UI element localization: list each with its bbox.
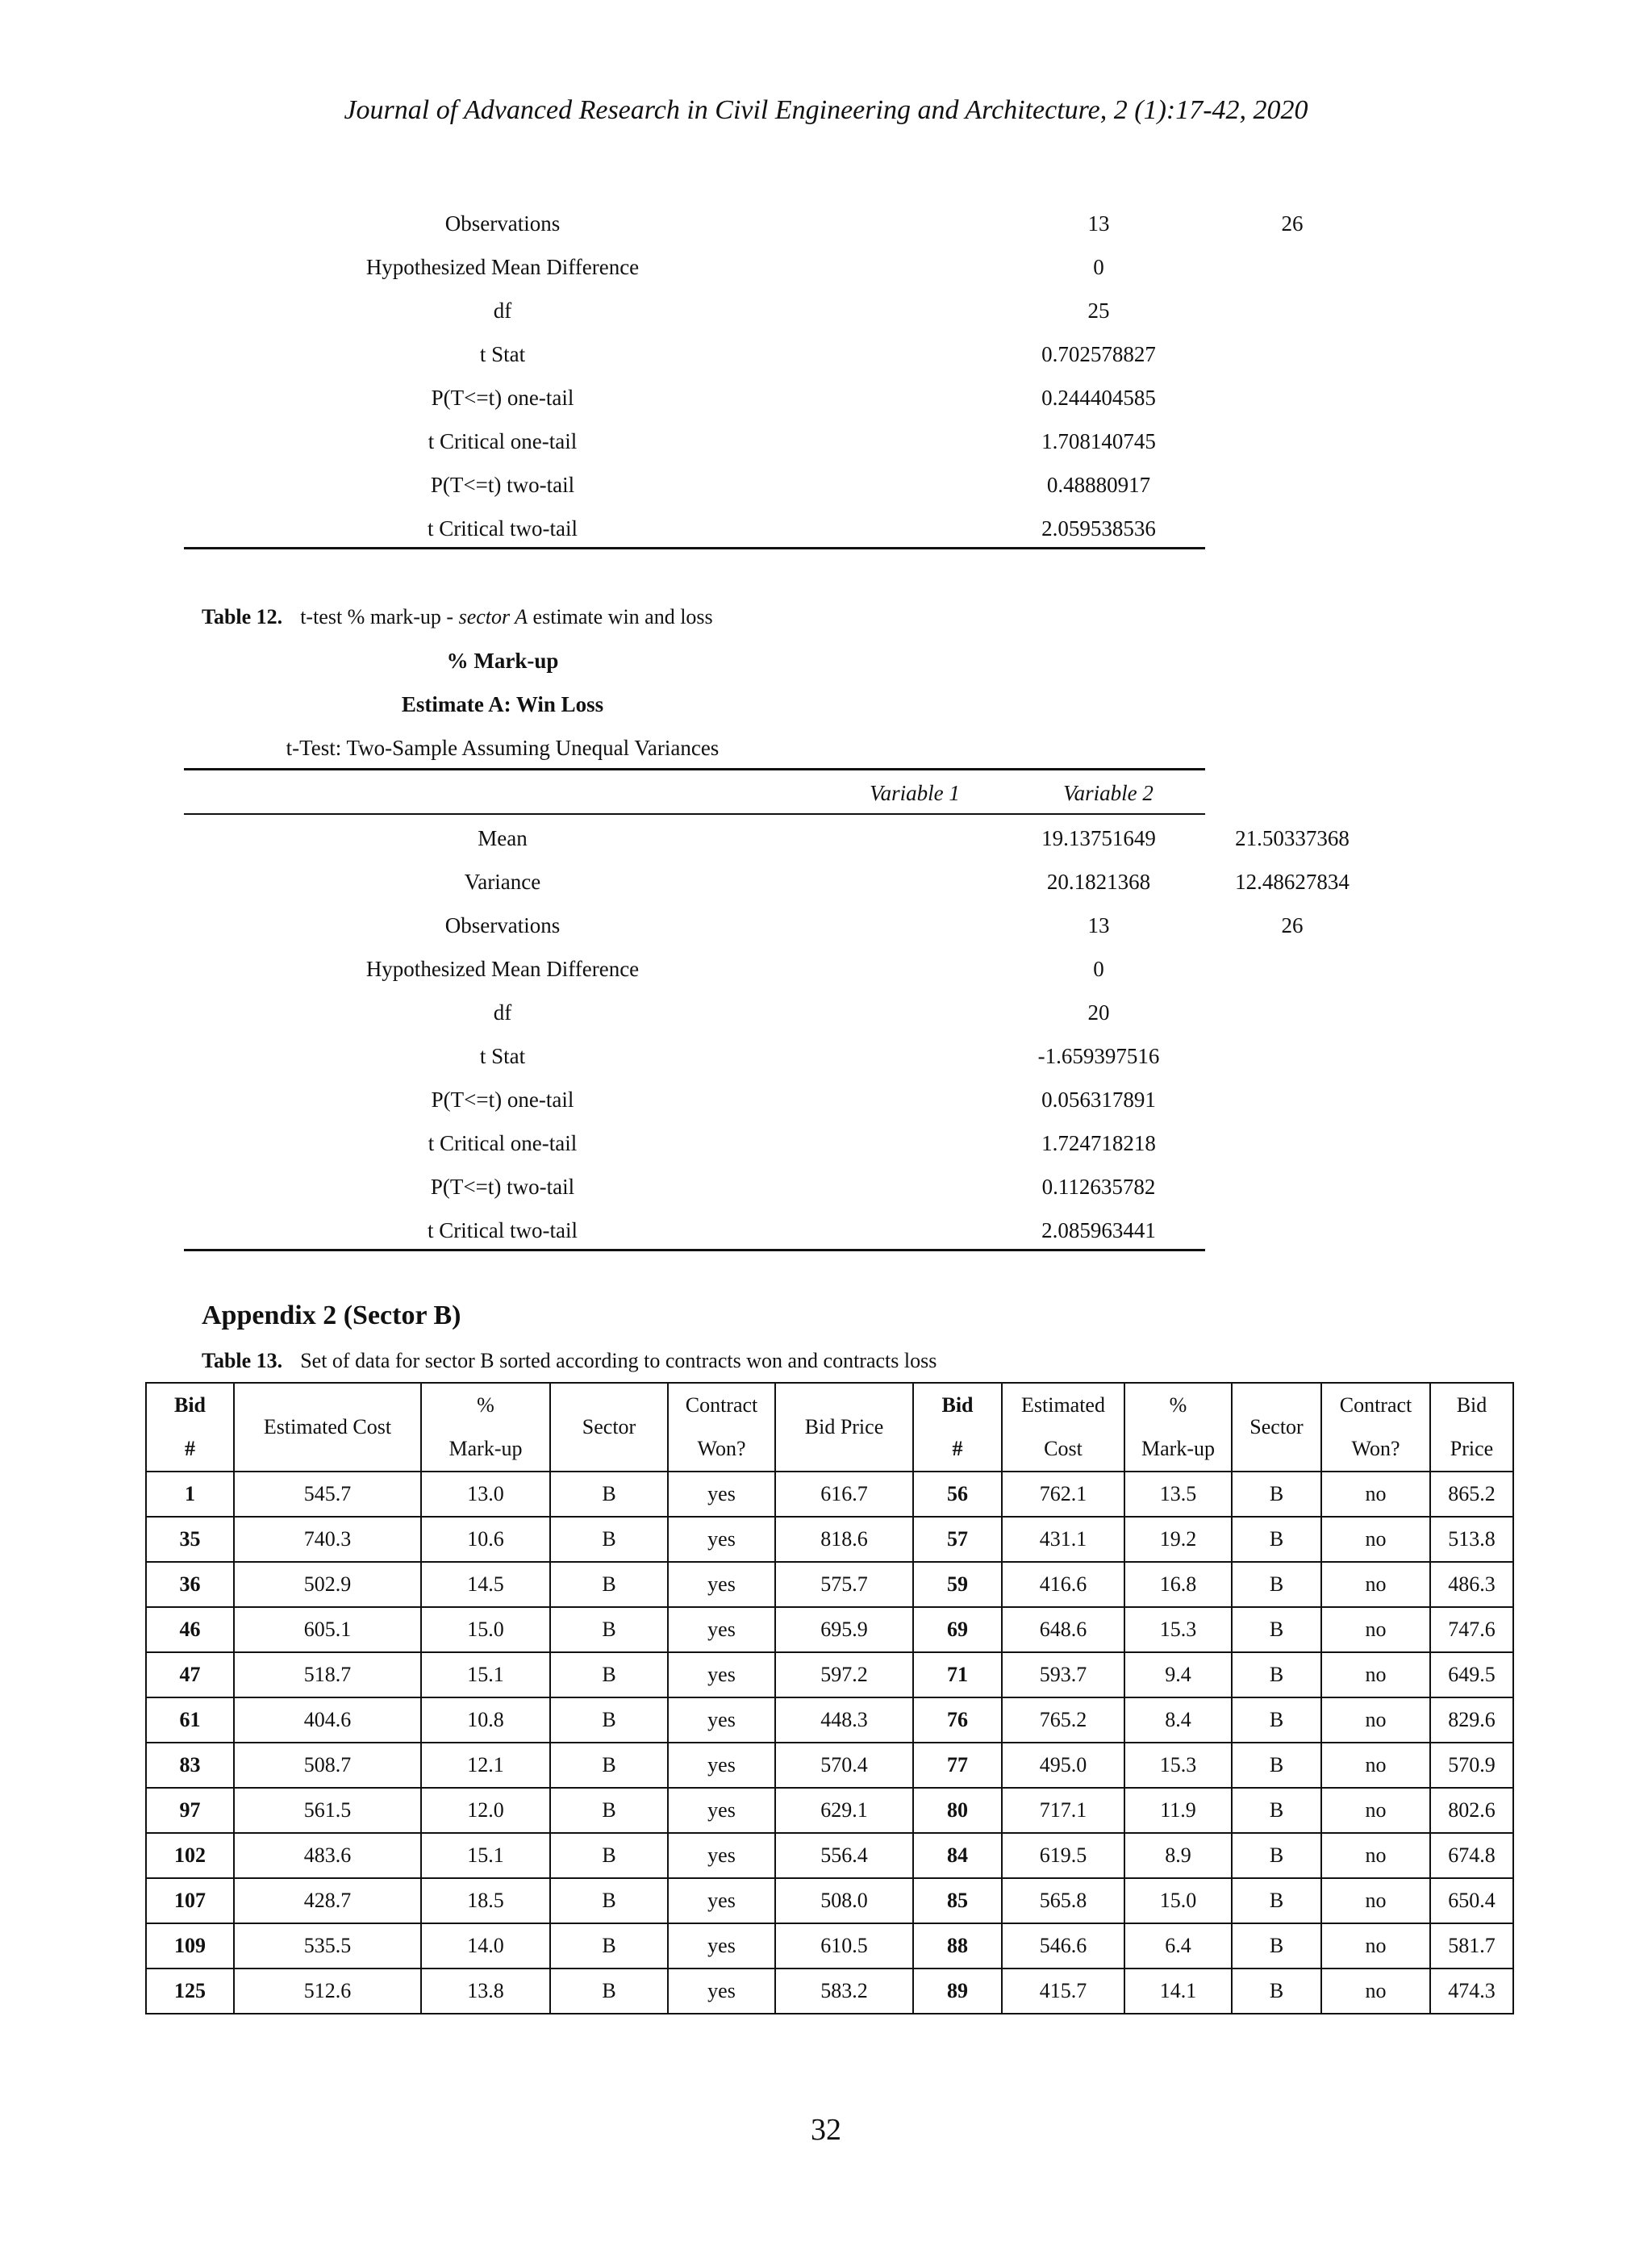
table-13 bbox=[145, 1382, 1514, 2014]
table-cell: yes bbox=[668, 1652, 775, 1697]
stat-row bbox=[184, 374, 1205, 418]
table-cell: no bbox=[1321, 1833, 1430, 1878]
table-cell: 765.2 bbox=[1002, 1697, 1124, 1743]
table-cell: yes bbox=[668, 1743, 775, 1788]
table-cell: B bbox=[550, 1652, 668, 1697]
table-cell: 13.5 bbox=[1124, 1472, 1232, 1517]
stat-row bbox=[184, 1033, 1205, 1076]
table-cell: 89 bbox=[913, 1969, 1002, 2014]
table-cell: yes bbox=[668, 1788, 775, 1833]
stat-value-1: 25 bbox=[1087, 299, 1110, 323]
table-13-caption bbox=[202, 1349, 937, 1373]
stat-label: Hypothesized Mean Difference bbox=[365, 957, 640, 981]
column-header-line-1: Bid bbox=[941, 1393, 974, 1417]
stat-value-1: 0.112635782 bbox=[1041, 1175, 1156, 1199]
stat-label: t Critical two-tail bbox=[428, 516, 578, 541]
table-cell: B bbox=[550, 1969, 668, 2014]
table-cell: 545.7 bbox=[234, 1472, 421, 1517]
table-cell: 84 bbox=[913, 1833, 1002, 1878]
stat-value-1: 13 bbox=[1087, 211, 1110, 236]
table-cell: 610.5 bbox=[775, 1923, 913, 1969]
table-cell: yes bbox=[668, 1562, 775, 1607]
stat-value-1: 0.48880917 bbox=[1046, 473, 1151, 497]
column-header-line-2: Mark-up bbox=[448, 1437, 523, 1460]
column-header bbox=[550, 1383, 668, 1472]
table-cell: 10.8 bbox=[421, 1697, 550, 1743]
table-cell: B bbox=[550, 1788, 668, 1833]
table-cell: B bbox=[550, 1697, 668, 1743]
table-cell: 513.8 bbox=[1430, 1517, 1513, 1562]
table-cell: 15.1 bbox=[421, 1833, 550, 1878]
table-cell: 593.7 bbox=[1002, 1652, 1124, 1697]
table-cell: B bbox=[550, 1923, 668, 1969]
table-cell: 69 bbox=[913, 1607, 1002, 1652]
table-cell: 565.8 bbox=[1002, 1878, 1124, 1923]
stat-row bbox=[184, 461, 1205, 505]
stat-label: Variance bbox=[464, 870, 541, 894]
stat-row bbox=[184, 1163, 1205, 1207]
table-cell: 818.6 bbox=[775, 1517, 913, 1562]
table-cell: 13.8 bbox=[421, 1969, 550, 2014]
table-cell: yes bbox=[668, 1923, 775, 1969]
stat-value-1: 20 bbox=[1087, 1000, 1110, 1025]
table-cell: 14.1 bbox=[1124, 1969, 1232, 2014]
table-12-top-rule bbox=[184, 768, 1205, 770]
table-cell: 570.4 bbox=[775, 1743, 913, 1788]
column-header-line-2: Won? bbox=[1351, 1437, 1400, 1460]
stat-value-1: 13 bbox=[1087, 913, 1110, 937]
table-12-bottom-rule bbox=[184, 1249, 1205, 1251]
table-cell: 11.9 bbox=[1124, 1788, 1232, 1833]
table-cell: no bbox=[1321, 1697, 1430, 1743]
column-header bbox=[1232, 1383, 1321, 1472]
page-number: 32 bbox=[811, 2113, 841, 2147]
table-cell: 650.4 bbox=[1430, 1878, 1513, 1923]
column-header-line-1: Contract bbox=[685, 1393, 758, 1417]
column-header bbox=[234, 1383, 421, 1472]
table-cell: 8.4 bbox=[1124, 1697, 1232, 1743]
table-cell: no bbox=[1321, 1788, 1430, 1833]
table-cell: 416.6 bbox=[1002, 1562, 1124, 1607]
table-cell: 583.2 bbox=[775, 1969, 913, 2014]
table-cell: yes bbox=[668, 1969, 775, 2014]
table-cell: 16.8 bbox=[1124, 1562, 1232, 1607]
stat-value-2: 21.50337368 bbox=[1235, 826, 1350, 850]
stat-row bbox=[184, 200, 1304, 244]
table-cell: 483.6 bbox=[234, 1833, 421, 1878]
table-cell: 102 bbox=[146, 1833, 234, 1878]
table-cell: B bbox=[1232, 1472, 1321, 1517]
table-cell: no bbox=[1321, 1607, 1430, 1652]
stat-label: df bbox=[493, 299, 512, 323]
table-12-caption-italic: sector A bbox=[458, 605, 528, 628]
table-cell: 546.6 bbox=[1002, 1923, 1124, 1969]
stat-value-2: 26 bbox=[1281, 913, 1304, 937]
table-cell: 12.0 bbox=[421, 1788, 550, 1833]
table-cell: 802.6 bbox=[1430, 1788, 1513, 1833]
stat-label: t Stat bbox=[479, 1044, 526, 1068]
table-cell: B bbox=[1232, 1652, 1321, 1697]
table-cell: B bbox=[550, 1472, 668, 1517]
table-cell: 717.1 bbox=[1002, 1788, 1124, 1833]
table-cell: B bbox=[1232, 1562, 1321, 1607]
column-header bbox=[775, 1383, 913, 1472]
table-cell: no bbox=[1321, 1878, 1430, 1923]
stat-row bbox=[184, 505, 1205, 549]
table-cell: B bbox=[1232, 1607, 1321, 1652]
table-cell: 15.1 bbox=[421, 1652, 550, 1697]
table-cell: 9.4 bbox=[1124, 1652, 1232, 1697]
table-11-continuation bbox=[184, 200, 1304, 549]
table-cell: B bbox=[550, 1517, 668, 1562]
table-cell: no bbox=[1321, 1472, 1430, 1517]
column-header bbox=[1430, 1383, 1513, 1472]
stat-label: t Critical two-tail bbox=[428, 1218, 578, 1242]
table-row bbox=[146, 1878, 1513, 1923]
stat-label: Observations bbox=[444, 211, 561, 236]
table-cell: no bbox=[1321, 1743, 1430, 1788]
column-header-line-2: Price bbox=[1450, 1437, 1494, 1460]
table-cell: 605.1 bbox=[234, 1607, 421, 1652]
table-cell: 619.5 bbox=[1002, 1833, 1124, 1878]
table-cell: 762.1 bbox=[1002, 1472, 1124, 1517]
table-cell: B bbox=[550, 1562, 668, 1607]
table-cell: B bbox=[1232, 1517, 1321, 1562]
table-cell: 674.8 bbox=[1430, 1833, 1513, 1878]
table-cell: B bbox=[1232, 1969, 1321, 2014]
stat-value-1: 0.056317891 bbox=[1041, 1088, 1156, 1112]
stat-value-2: 12.48627834 bbox=[1235, 870, 1350, 894]
table-13-body bbox=[146, 1472, 1513, 2014]
stat-label: Mean bbox=[478, 826, 528, 850]
table-cell: 15.3 bbox=[1124, 1743, 1232, 1788]
column-header bbox=[1321, 1383, 1430, 1472]
table-cell: no bbox=[1321, 1562, 1430, 1607]
table-cell: 474.3 bbox=[1430, 1969, 1513, 2014]
table-cell: 97 bbox=[146, 1788, 234, 1833]
column-header-line-2: # bbox=[185, 1437, 195, 1460]
table-cell: 19.2 bbox=[1124, 1517, 1232, 1562]
table-row bbox=[146, 1652, 1513, 1697]
table-cell: 109 bbox=[146, 1923, 234, 1969]
table-cell: B bbox=[1232, 1697, 1321, 1743]
stat-row bbox=[184, 858, 1350, 902]
table-cell: 61 bbox=[146, 1697, 234, 1743]
stat-label: P(T<=t) one-tail bbox=[431, 1088, 574, 1112]
table-cell: 76 bbox=[913, 1697, 1002, 1743]
stat-row bbox=[184, 815, 1350, 858]
table-12-title-markup: % Mark-up bbox=[446, 649, 559, 673]
stat-row bbox=[184, 331, 1205, 374]
table-cell: 56 bbox=[913, 1472, 1002, 1517]
table-cell: 649.5 bbox=[1430, 1652, 1513, 1697]
column-header bbox=[421, 1383, 550, 1472]
stat-row bbox=[184, 946, 1205, 989]
column-header-line-1: Bid bbox=[1456, 1393, 1487, 1417]
table-13-header-row bbox=[146, 1383, 1513, 1472]
stat-row bbox=[184, 287, 1205, 331]
stat-label: P(T<=t) two-tail bbox=[430, 473, 575, 497]
table-cell: 6.4 bbox=[1124, 1923, 1232, 1969]
table-cell: 36 bbox=[146, 1562, 234, 1607]
table-row bbox=[146, 1607, 1513, 1652]
table-cell: B bbox=[1232, 1833, 1321, 1878]
column-header bbox=[1124, 1383, 1232, 1472]
table-cell: 88 bbox=[913, 1923, 1002, 1969]
table-cell: 12.1 bbox=[421, 1743, 550, 1788]
table-cell: 575.7 bbox=[775, 1562, 913, 1607]
stat-row bbox=[184, 418, 1205, 461]
table-cell: 561.5 bbox=[234, 1788, 421, 1833]
table-cell: 740.3 bbox=[234, 1517, 421, 1562]
stat-label: df bbox=[493, 1000, 512, 1025]
table-cell: 125 bbox=[146, 1969, 234, 2014]
table-12-label: Table 12. bbox=[202, 605, 283, 628]
appendix-title: Appendix 2 (Sector B) bbox=[202, 1301, 461, 1330]
table-cell: 581.7 bbox=[1430, 1923, 1513, 1969]
table-cell: 10.6 bbox=[421, 1517, 550, 1562]
table-cell: 502.9 bbox=[234, 1562, 421, 1607]
stat-label: Hypothesized Mean Difference bbox=[365, 255, 640, 279]
table-cell: 46 bbox=[146, 1607, 234, 1652]
table-cell: 15.0 bbox=[1124, 1878, 1232, 1923]
table-cell: 431.1 bbox=[1002, 1517, 1124, 1562]
table-row bbox=[146, 1472, 1513, 1517]
column-header-line-1: Bid bbox=[173, 1393, 206, 1417]
stat-label: Observations bbox=[444, 913, 561, 937]
table-cell: 648.6 bbox=[1002, 1607, 1124, 1652]
table-12-variable-1-header: Variable 1 bbox=[870, 781, 960, 805]
table-cell: 556.4 bbox=[775, 1833, 913, 1878]
stat-value-1: 0 bbox=[1093, 255, 1104, 279]
stat-label: P(T<=t) two-tail bbox=[430, 1175, 575, 1199]
table-cell: 512.6 bbox=[234, 1969, 421, 2014]
table-cell: yes bbox=[668, 1472, 775, 1517]
table-12-body bbox=[184, 815, 1350, 1250]
table-13-label: Table 13. bbox=[202, 1349, 283, 1372]
table-12-caption-pre: t-test % mark-up - bbox=[300, 605, 459, 628]
stat-row bbox=[184, 902, 1304, 946]
stat-label: t Stat bbox=[479, 342, 526, 366]
table-cell: B bbox=[1232, 1743, 1321, 1788]
table-cell: 495.0 bbox=[1002, 1743, 1124, 1788]
stat-value-1: -1.659397516 bbox=[1037, 1044, 1160, 1068]
stat-row bbox=[184, 1076, 1205, 1120]
table-cell: B bbox=[1232, 1923, 1321, 1969]
table-cell: 597.2 bbox=[775, 1652, 913, 1697]
stat-value-1: 2.085963441 bbox=[1041, 1218, 1156, 1242]
stat-value-1: 0.702578827 bbox=[1041, 342, 1156, 366]
table-cell: 80 bbox=[913, 1788, 1002, 1833]
table-cell: 14.0 bbox=[421, 1923, 550, 1969]
table-row bbox=[146, 1743, 1513, 1788]
table-cell: 616.7 bbox=[775, 1472, 913, 1517]
table-cell: 18.5 bbox=[421, 1878, 550, 1923]
table-cell: 8.9 bbox=[1124, 1833, 1232, 1878]
table-row bbox=[146, 1697, 1513, 1743]
table-cell: 448.3 bbox=[775, 1697, 913, 1743]
table-cell: no bbox=[1321, 1923, 1430, 1969]
table-cell: no bbox=[1321, 1652, 1430, 1697]
table-cell: B bbox=[550, 1878, 668, 1923]
column-header bbox=[668, 1383, 775, 1472]
stat-value-1: 1.708140745 bbox=[1041, 429, 1156, 453]
column-header-line-1: % bbox=[477, 1393, 494, 1417]
column-header-line-1: Estimated bbox=[1021, 1393, 1105, 1417]
column-header bbox=[146, 1383, 234, 1472]
stat-value-2: 26 bbox=[1281, 211, 1304, 236]
table-cell: 629.1 bbox=[775, 1788, 913, 1833]
table-cell: 747.6 bbox=[1430, 1607, 1513, 1652]
column-header-line-1: Bid Price bbox=[804, 1415, 884, 1438]
column-header-line-1: Estimated Cost bbox=[263, 1415, 392, 1438]
table-cell: 15.3 bbox=[1124, 1607, 1232, 1652]
stat-label: P(T<=t) one-tail bbox=[431, 386, 574, 410]
table-cell: 508.7 bbox=[234, 1743, 421, 1788]
stat-value-1: 2.059538536 bbox=[1041, 516, 1156, 541]
column-header bbox=[913, 1383, 1002, 1472]
table-cell: 47 bbox=[146, 1652, 234, 1697]
stat-value-1: 19.13751649 bbox=[1041, 826, 1156, 850]
table-12-test-name: t-Test: Two-Sample Assuming Unequal Variances bbox=[286, 736, 720, 760]
table-cell: 83 bbox=[146, 1743, 234, 1788]
stat-row bbox=[184, 1120, 1205, 1163]
table-row bbox=[146, 1517, 1513, 1562]
stat-value-1: 1.724718218 bbox=[1041, 1131, 1156, 1155]
stat-label: t Critical one-tail bbox=[428, 429, 578, 453]
table-12-title-estimate: Estimate A: Win Loss bbox=[401, 692, 604, 716]
table-cell: B bbox=[550, 1833, 668, 1878]
column-header-line-2: Mark-up bbox=[1141, 1437, 1215, 1460]
table-row bbox=[146, 1833, 1513, 1878]
table-cell: yes bbox=[668, 1517, 775, 1562]
table-cell: 518.7 bbox=[234, 1652, 421, 1697]
table-cell: 85 bbox=[913, 1878, 1002, 1923]
table-cell: 13.0 bbox=[421, 1472, 550, 1517]
stat-row bbox=[184, 989, 1205, 1033]
table-row bbox=[146, 1969, 1513, 2014]
table-cell: 57 bbox=[913, 1517, 1002, 1562]
column-header-line-1: Contract bbox=[1339, 1393, 1412, 1417]
table-cell: 107 bbox=[146, 1878, 234, 1923]
table-cell: yes bbox=[668, 1878, 775, 1923]
table-cell: 71 bbox=[913, 1652, 1002, 1697]
table-cell: yes bbox=[668, 1833, 775, 1878]
table-cell: 508.0 bbox=[775, 1878, 913, 1923]
stat-row bbox=[184, 1207, 1205, 1250]
stat-value-1: 20.1821368 bbox=[1046, 870, 1151, 894]
table-cell: 428.7 bbox=[234, 1878, 421, 1923]
column-header-line-2: Cost bbox=[1044, 1437, 1083, 1460]
table-13-caption-text: Set of data for sector B sorted according to contracts won and contracts loss bbox=[300, 1349, 937, 1372]
table-cell: no bbox=[1321, 1969, 1430, 2014]
stat-row bbox=[184, 244, 1205, 287]
table-row bbox=[146, 1788, 1513, 1833]
column-header-line-1: Sector bbox=[1249, 1415, 1304, 1438]
table-12-caption-post: estimate win and loss bbox=[528, 605, 713, 628]
table-cell: no bbox=[1321, 1517, 1430, 1562]
table-12-caption bbox=[202, 605, 713, 629]
table-cell: B bbox=[1232, 1788, 1321, 1833]
table-row bbox=[146, 1923, 1513, 1969]
table-cell: 570.9 bbox=[1430, 1743, 1513, 1788]
table-cell: 486.3 bbox=[1430, 1562, 1513, 1607]
table-cell: 77 bbox=[913, 1743, 1002, 1788]
table-row bbox=[146, 1562, 1513, 1607]
table-cell: 14.5 bbox=[421, 1562, 550, 1607]
table-cell: 59 bbox=[913, 1562, 1002, 1607]
table-cell: 829.6 bbox=[1430, 1697, 1513, 1743]
column-header bbox=[1002, 1383, 1124, 1472]
stat-value-1: 0 bbox=[1093, 957, 1104, 981]
stat-label: t Critical one-tail bbox=[428, 1131, 578, 1155]
table-12-variable-2-header: Variable 2 bbox=[1063, 781, 1153, 805]
table-cell: 15.0 bbox=[421, 1607, 550, 1652]
column-header-line-2: Won? bbox=[697, 1437, 746, 1460]
table-cell: 1 bbox=[146, 1472, 234, 1517]
table-cell: yes bbox=[668, 1607, 775, 1652]
journal-header: Journal of Advanced Research in Civil Engineering and Architecture, 2 (1):17-42, 2020 bbox=[344, 95, 1308, 125]
table-cell: yes bbox=[668, 1697, 775, 1743]
table-cell: B bbox=[1232, 1878, 1321, 1923]
column-header-line-1: Sector bbox=[582, 1415, 636, 1438]
stat-value-1: 0.244404585 bbox=[1041, 386, 1156, 410]
column-header-line-1: % bbox=[1169, 1393, 1187, 1417]
table-cell: 415.7 bbox=[1002, 1969, 1124, 2014]
table-cell: 535.5 bbox=[234, 1923, 421, 1969]
table-cell: 865.2 bbox=[1430, 1472, 1513, 1517]
column-header-line-2: # bbox=[952, 1437, 963, 1460]
table-cell: 695.9 bbox=[775, 1607, 913, 1652]
table-cell: B bbox=[550, 1607, 668, 1652]
table-cell: 404.6 bbox=[234, 1697, 421, 1743]
table-11-bottom-rule bbox=[184, 547, 1205, 549]
table-cell: B bbox=[550, 1743, 668, 1788]
table-cell: 35 bbox=[146, 1517, 234, 1562]
